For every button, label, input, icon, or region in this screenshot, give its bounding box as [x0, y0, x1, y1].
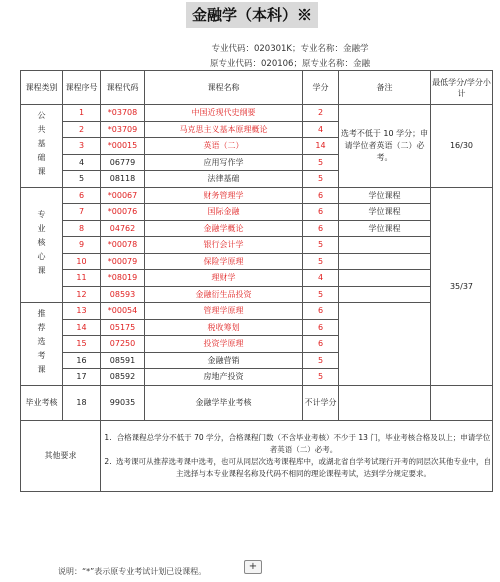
course-code: 99035 [101, 385, 145, 420]
course-seq: 10 [63, 253, 101, 270]
course-code: 07250 [101, 336, 145, 353]
course-credit: 5 [303, 286, 339, 303]
course-name: 理财学 [145, 270, 303, 287]
course-code: *00067 [101, 187, 145, 204]
course-seq: 16 [63, 352, 101, 369]
course-name: 国际金融 [145, 204, 303, 221]
course-name: 金融衍生品投资 [145, 286, 303, 303]
course-seq: 4 [63, 154, 101, 171]
course-name: 应用写作学 [145, 154, 303, 171]
course-credit: 5 [303, 237, 339, 254]
course-credit: 14 [303, 138, 339, 155]
course-name: 金融学概论 [145, 220, 303, 237]
table-header-row [21, 71, 493, 105]
course-name: 房地产投资 [145, 369, 303, 386]
course-category: 毕业考核 [21, 385, 63, 420]
course-seq: 9 [63, 237, 101, 254]
table-row [21, 187, 493, 204]
table-row [21, 303, 493, 320]
course-seq: 3 [63, 138, 101, 155]
course-credit: 6 [303, 204, 339, 221]
course-seq: 2 [63, 121, 101, 138]
course-name: 金融营销 [145, 352, 303, 369]
course-code: *03709 [101, 121, 145, 138]
course-note: 学位课程 [339, 204, 431, 221]
course-code: *08019 [101, 270, 145, 287]
course-credit: 不计学分 [303, 385, 339, 420]
course-seq: 5 [63, 171, 101, 188]
course-name: 中国近现代史纲要 [145, 105, 303, 122]
course-name: 税收筹划 [145, 319, 303, 336]
header-min-credit: 最低学分/学分小计 [431, 71, 493, 105]
course-category: 推荐选考课 [21, 303, 63, 386]
course-note [339, 286, 431, 303]
table-row [21, 105, 493, 122]
course-name: 英语（二） [145, 138, 303, 155]
course-credit: 2 [303, 105, 339, 122]
table-row [21, 237, 493, 254]
table-row [21, 253, 493, 270]
course-note [339, 385, 431, 420]
course-name: 保险学原理 [145, 253, 303, 270]
course-seq: 17 [63, 369, 101, 386]
course-code: 04762 [101, 220, 145, 237]
major-code-original: 原专业代码：020106；原专业名称：金融 [210, 59, 370, 69]
footnote: 说明：“*”表示原专业考试计划已设课程。 [58, 567, 207, 576]
course-credit: 6 [303, 319, 339, 336]
requirement-number: 2. [104, 456, 112, 466]
course-seq: 8 [63, 220, 101, 237]
other-requirements-text [101, 420, 493, 491]
page-title: 金融学（本科）※ [186, 2, 318, 28]
course-code: 05175 [101, 319, 145, 336]
table-row [21, 270, 493, 287]
group-min-credit: 16/30 [431, 105, 493, 188]
header-note: 备注 [339, 71, 431, 105]
course-code: 08591 [101, 352, 145, 369]
group-min-credit [431, 385, 493, 420]
course-name: 银行会计学 [145, 237, 303, 254]
course-name: 投资学原理 [145, 336, 303, 353]
course-credit: 4 [303, 121, 339, 138]
course-seq: 15 [63, 336, 101, 353]
header-name: 课程名称 [145, 71, 303, 105]
course-code: 08118 [101, 171, 145, 188]
requirement-text: 合格课程总学分不低于 70 学分，合格课程门数（不含毕业考核）不少于 13 门，毕业考核合格及以上；申请学位者英语（二）必考。 [116, 432, 491, 454]
requirement-text: 选考课可从推荐选考课中选考，也可从同层次选考课程库中，或湖北省自学考试现行开考的同层次其他专业中，自主选择与本专业课程名称及代码不相同的理论课程考试，达到学分规定要求。 [116, 456, 491, 478]
course-credit: 4 [303, 270, 339, 287]
course-name: 马克思主义基本原理概论 [145, 121, 303, 138]
expand-button[interactable]: + [244, 560, 262, 574]
other-requirements-label: 其他要求 [21, 420, 101, 491]
header-credit: 学分 [303, 71, 339, 105]
course-name: 管理学原理 [145, 303, 303, 320]
course-code: *00054 [101, 303, 145, 320]
requirement-number: 1. [104, 432, 112, 442]
course-code: *00076 [101, 204, 145, 221]
course-credit: 5 [303, 253, 339, 270]
course-code: 08593 [101, 286, 145, 303]
course-code: *00015 [101, 138, 145, 155]
table-row-graduation [21, 385, 493, 420]
course-credit: 5 [303, 369, 339, 386]
major-code-current: 专业代码：020301K；专业名称：金融学 [211, 44, 369, 54]
table-row [21, 204, 493, 221]
table-row [21, 220, 493, 237]
course-seq: 12 [63, 286, 101, 303]
course-credit: 6 [303, 336, 339, 353]
course-credit: 6 [303, 303, 339, 320]
header-seq: 课程序号 [63, 71, 101, 105]
course-credit: 6 [303, 220, 339, 237]
course-seq: 18 [63, 385, 101, 420]
course-seq: 11 [63, 270, 101, 287]
course-note: 学位课程 [339, 187, 431, 204]
course-credit: 6 [303, 187, 339, 204]
course-category: 公共基础课 [21, 105, 63, 188]
course-note [339, 253, 431, 270]
course-note: 学位课程 [339, 220, 431, 237]
course-seq: 14 [63, 319, 101, 336]
header-category: 课程类别 [21, 71, 63, 105]
course-code: *03708 [101, 105, 145, 122]
requirement-item [101, 456, 492, 480]
course-credit: 5 [303, 171, 339, 188]
course-code: 08592 [101, 369, 145, 386]
header-code: 课程代码 [101, 71, 145, 105]
table-row [21, 286, 493, 303]
requirement-item [101, 432, 492, 456]
course-seq: 1 [63, 105, 101, 122]
group-note [339, 303, 431, 386]
course-seq: 13 [63, 303, 101, 320]
course-seq: 6 [63, 187, 101, 204]
course-code: 06779 [101, 154, 145, 171]
group-note: 选考不低于 10 学分；申请学位者英语（二）必考。 [339, 105, 431, 188]
course-category: 专业核心课 [21, 187, 63, 303]
course-code: *00079 [101, 253, 145, 270]
course-note [339, 237, 431, 254]
course-code: *00078 [101, 237, 145, 254]
course-name: 法律基础 [145, 171, 303, 188]
course-name: 财务管理学 [145, 187, 303, 204]
table-row-other-requirements [21, 420, 493, 491]
course-name: 金融学毕业考核 [145, 385, 303, 420]
course-credit: 5 [303, 154, 339, 171]
course-table [20, 70, 493, 492]
course-note [339, 270, 431, 287]
group-min-credit: 35/37 [431, 187, 493, 385]
course-seq: 7 [63, 204, 101, 221]
course-credit: 5 [303, 352, 339, 369]
